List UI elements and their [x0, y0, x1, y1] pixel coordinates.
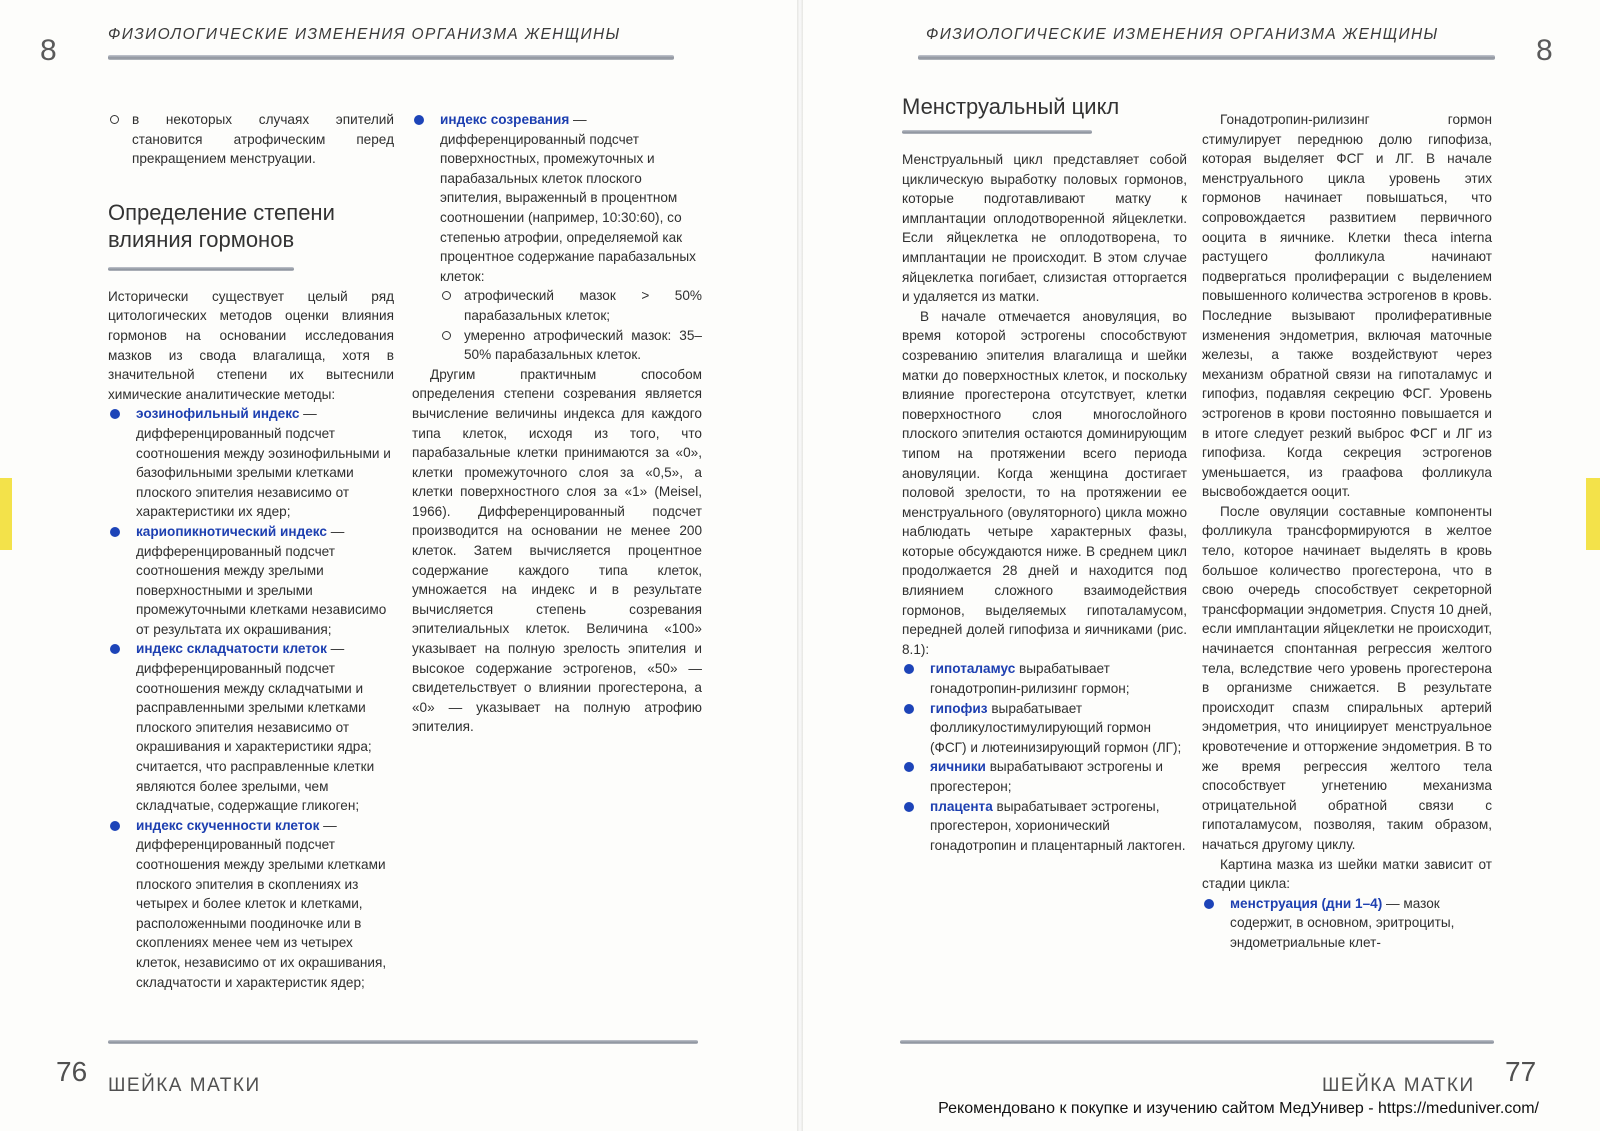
bullet-text: атрофический мазок > 50% парабазальных клеток; — [464, 288, 702, 323]
left-column-1 — [108, 110, 394, 992]
term: гипоталамус — [930, 661, 1016, 677]
paragraph-1: Менструальный цикл представляет собой циклическую выработку половых гормонов, которые подготавливают матку к имплантации оплодотворенной яйцеклетки. Если яйцеклетка не оплодотворена, то имплантации не происходит. В этом случае яйцеклетка погибает, слизистая отторгается и удаляется из матки. — [902, 152, 1187, 305]
top-bullet-list — [108, 110, 394, 169]
bullet-icon — [904, 802, 914, 812]
term: менструация (дни 1–4) — [1230, 895, 1383, 911]
term-definition: вырабатывает фолликулостимулирующий гормон (ФСГ) и лютеинизирующий гормон (ЛГ); — [930, 700, 1182, 755]
term: яичники — [930, 759, 986, 775]
list-item — [440, 326, 702, 365]
header-rule-right — [918, 55, 1495, 60]
term-definition: — дифференцированный подсчет соотношения между зрелыми клетками плоского эпителия в скоплениях из четырех и более клеток и клетками, расположенными поодиночке или в скоплениях менее чем из четырех клеток, независимо от их окрашивания, складчатости и характеристик ядер; — [136, 817, 387, 990]
term: индекс скученности клеток — [136, 817, 320, 833]
term-definition: вырабатывает гонадотропин-рилизинг гормон; — [930, 661, 1130, 697]
footer-rule-right — [900, 1040, 1494, 1044]
ring-bullet-icon — [110, 115, 119, 124]
section-title-left: ШЕЙКА МАТКИ — [108, 1075, 261, 1096]
paragraph-2: В начале отмечается ановуляция, во время которой эстрогены способствуют созреванию эпителия влагалища и шейки матки до поверхностных клеток, и поскольку влияние прогестерона отсутствует, клетки поверхностного слоя многослойного плоского эпителия остаются доминирующим типом на протяжении всего периода ановуляции. Когда женщина достигает половой зрелости, то на протяжении ее менструального (овуляторного) цикла можно наблюдать четыре характерных фазы, которые обсуждаются ниже. В среднем цикл продолжается 28 дней и находится под влиянием сложного взаимодействия гормонов, выделяемых гипоталамусом, передней долей гипофиза и яичниками (рис. 8.1): — [902, 308, 1187, 657]
chapter-tab-right — [1586, 478, 1600, 550]
right-column-1 — [902, 92, 1187, 855]
heading-rule — [902, 130, 1092, 134]
ring-bullet-icon — [442, 291, 451, 300]
paragraph-3: Гонадотропин-рилизинг гормон стимулирует переднюю долю гипофиза, которая выделяет ФСГ и ЛГ. В начале менструального цикла уровень этих гормонов начинает повышаться, что сопровождается развитием первичного ооцита в яичнике. Клетки theca interna растущего фолликула начинают подвергаться пролиферации с выделением повышенного количества эстрогенов в кровь. Последние вызывают пролиферативные изменения эндометрия, включая маточные железы, а также воздействуют через механизм обратной связи на гипоталамус и гипофиз, подавляя секрецию ФСГ. Уровень эстрогенов в крови постоянно повышается и в итоге следует резкий выброс ФСГ и ЛГ из гипофиза. Когда секреция эстрогенов уменьшается, из граафова фолликула высвобождается ооцит. — [1202, 112, 1492, 500]
term-definition: — дифференцированный подсчет соотношения между эозинофильными и базофильными зрелыми клетками плоского эпителия независимо от характеристики их ядер; — [136, 406, 391, 520]
term: кариопикнотический индекс — [136, 523, 327, 539]
list-item — [902, 659, 1187, 698]
ring-bullet-icon — [442, 331, 451, 340]
list-item — [440, 286, 702, 325]
chapter-number-left: 8 — [40, 34, 57, 67]
bullet-icon — [414, 115, 424, 125]
paragraph-4: После овуляции составные компоненты фолликула трансформируются в желтое тело, которое начинает выделять в кровь большое количество прогестерона, что в свою очередь способствует секреторной трансформации эндометрия. Спустя 10 дней, если имплантации яйцеклетки не происходит, начинается спонтанная регрессия желтого тела, вследствие чего уровень прогестерона в организме снижается. В результате происходит спазм спиральных артерий эндометрия, что инициирует менструальное кровотечение и отторжение эндометрия. В то же время регрессия желтого тела способствует угнетению механизма отрицательной обратной связи с гипоталамусом, позволяя, таким образом, начаться другому циклу. — [1202, 503, 1492, 852]
left-column-2 — [412, 110, 702, 737]
section-title-right: ШЕЙКА МАТКИ — [1322, 1075, 1475, 1096]
closing-paragraph: Другим практичным способом определения степени созревания является вычисление величины индекса для каждого типа клеток, исходя из того, что парабазальные клетки принимаются за «0», клетки промежуточного слоя за «0,5», а клетки поверхностного слоя за «1» (Meisel, 1966). Дифференцированный подсчет производится на основании не менее 200 клеток. Затем вычисляется процентное содержание каждого типа клеток, умножается на индекс и в результате вычисляется степень созревания эпителиальных клеток. Величина «100» указывает на полную зрелость эпителия и высокое содержание эстрогенов, «50» — свидетельствует о влиянии прогестерона, а «0» — указывает на полную атрофию эпителия. — [412, 366, 702, 735]
term: эозинофильный индекс — [136, 406, 300, 422]
list-item — [1202, 894, 1492, 953]
list-item — [902, 757, 1187, 796]
header-rule-left — [108, 55, 674, 60]
bullet-icon — [1204, 899, 1214, 909]
bullet-text: умеренно атрофический мазок: 35–50% парабазальных клеток. — [464, 327, 702, 363]
bullet-text: в некоторых случаях эпителий становится атрофическим перед прекращением менструации. — [132, 112, 394, 167]
list-item — [108, 816, 394, 992]
chapter-number-right: 8 — [1536, 34, 1553, 67]
footer-rule-left — [108, 1040, 698, 1044]
bullet-icon — [904, 704, 914, 714]
atrophy-list — [440, 286, 702, 364]
term: плацента — [930, 798, 993, 814]
bullet-icon — [110, 644, 120, 654]
book-spine — [797, 0, 803, 1131]
heading-rule — [108, 267, 294, 271]
index-list — [108, 404, 394, 992]
watermark-credit: Рекомендовано к покупке и изучению сайтом МедУнивер - https://meduniver.com/ — [938, 1100, 1539, 1117]
term-definition: — мазок содержит, в основном, эритроциты, эндометриальные клет- — [1230, 895, 1455, 950]
page-number-left: 76 — [56, 1056, 88, 1087]
index-list-continued — [412, 110, 702, 365]
list-item — [108, 639, 394, 815]
term-definition: вырабатывают эстрогены и прогестерон; — [930, 759, 1164, 794]
organ-list — [902, 659, 1187, 855]
chapter-tab-left — [0, 478, 12, 550]
term: индекс созревания — [440, 112, 570, 127]
bullet-icon — [904, 762, 914, 772]
list-item — [902, 699, 1187, 758]
list-item — [902, 797, 1187, 856]
running-title-left: ФИЗИОЛОГИЧЕСКИЕ ИЗМЕНЕНИЯ ОРГАНИЗМА ЖЕНЩИНЫ — [108, 26, 621, 43]
page-number-right: 77 — [1505, 1056, 1537, 1087]
right-column-2 — [1202, 110, 1492, 953]
paragraph-5: Картина мазка из шейки матки зависит от стадии цикла: — [1202, 856, 1492, 892]
bullet-icon — [110, 821, 120, 831]
phase-list — [1202, 894, 1492, 953]
term-definition: — дифференцированный подсчет соотношения между складчатыми и расправленными зрелыми клетками плоского эпителия независимо от окрашивания и характеристики ядра; считается, что расправленные клетки являются более зрелыми, чем складчатые, содержащие гликоген; — [136, 641, 375, 814]
running-title-right: ФИЗИОЛОГИЧЕСКИЕ ИЗМЕНЕНИЯ ОРГАНИЗМА ЖЕНЩИНЫ — [926, 26, 1439, 43]
list-item — [108, 110, 394, 169]
bullet-icon — [110, 409, 120, 419]
term-definition: вырабатывает эстрогены, прогестерон, хорионический гонадотропин и плацентарный лактоген. — [930, 798, 1186, 853]
bullet-icon — [110, 527, 120, 537]
term-definition: — дифференцированный подсчет соотношения между зрелыми поверхностными и зрелыми промежуточными клетками независимо от результата их окрашивания; — [136, 523, 387, 637]
list-item — [108, 404, 394, 522]
section-heading: Менструальный цикл — [902, 94, 1120, 119]
term: гипофиз — [930, 700, 988, 716]
term: индекс складчатости клеток — [136, 641, 327, 657]
intro-paragraph: Исторически существует целый ряд цитологических методов оценки влияния гормонов на основании исследования мазков из свода влагалища, хотя в значительной степени их вытеснили химические аналитические методы: — [108, 288, 394, 402]
list-item — [412, 110, 702, 365]
bullet-icon — [904, 664, 914, 674]
term-definition: — дифференцированный подсчет поверхностных, промежуточных и парабазальных клеток плоского эпителия, выраженный в процентном соотношении (например, 10:30:60), со степенью атрофии, определяемой как процентное содержание парабазальных клеток: — [440, 112, 696, 284]
list-item — [108, 522, 394, 640]
section-heading: Определение степени влияния гормонов — [108, 199, 335, 252]
